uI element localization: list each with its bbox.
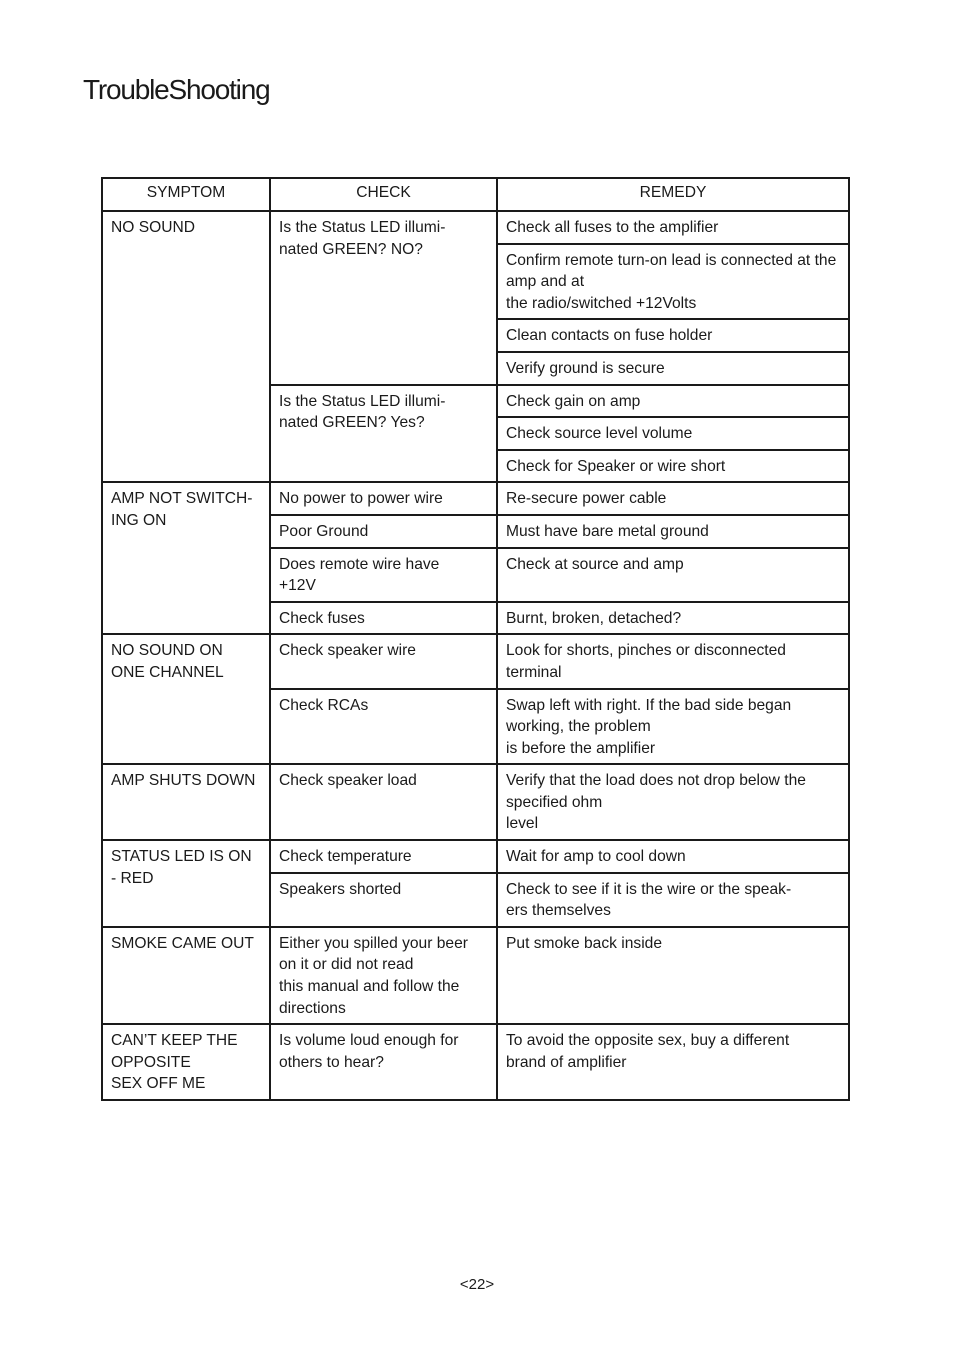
symptom-cell: AMP NOT SWITCH- ING ON — [102, 482, 270, 634]
header-row — [102, 178, 849, 211]
symptom-cell: CAN’T KEEP THE OPPOSITE SEX OFF ME — [102, 1024, 270, 1100]
check-cell: Check speaker wire — [270, 634, 497, 688]
remedy-cell: Check all fuses to the amplifier — [497, 211, 849, 244]
troubleshooting-table — [101, 177, 850, 1101]
remedy-cell: Verify that the load does not drop below the specified ohm level — [497, 764, 849, 840]
check-cell: No power to power wire — [270, 482, 497, 515]
table-row — [102, 634, 849, 688]
symptom-cell: AMP SHUTS DOWN — [102, 764, 270, 840]
header-symptom: SYMPTOM — [102, 178, 270, 211]
remedy-cell: Confirm remote turn-on lead is connected at the amp and at the radio/switched +12Volts — [497, 244, 849, 320]
remedy-cell: Put smoke back inside — [497, 927, 849, 1024]
remedy-cell: Look for shorts, pinches or disconnected terminal — [497, 634, 849, 688]
remedy-cell: Check source level volume — [497, 417, 849, 450]
table-row — [102, 482, 849, 515]
remedy-cell: To avoid the opposite sex, buy a different brand of amplifier — [497, 1024, 849, 1100]
table-header — [102, 178, 849, 211]
remedy-cell: Swap left with right. If the bad side began working, the problem is before the amplifier — [497, 689, 849, 765]
table-row — [102, 764, 849, 840]
remedy-cell: Check at source and amp — [497, 548, 849, 602]
remedy-cell: Must have bare metal ground — [497, 515, 849, 548]
table-body — [102, 211, 849, 1100]
check-cell: Check speaker load — [270, 764, 497, 840]
remedy-cell: Check for Speaker or wire short — [497, 450, 849, 483]
check-cell: Check fuses — [270, 602, 497, 635]
header-remedy: REMEDY — [497, 178, 849, 211]
symptom-cell: NO SOUND ON ONE CHANNEL — [102, 634, 270, 764]
table-row — [102, 927, 849, 1024]
remedy-cell: Clean contacts on fuse holder — [497, 319, 849, 352]
page-number: <22> — [459, 1276, 495, 1293]
header-check: CHECK — [270, 178, 497, 211]
symptom-cell: NO SOUND — [102, 211, 270, 482]
table-row — [102, 211, 849, 244]
check-cell: Speakers shorted — [270, 873, 497, 927]
symptom-cell: STATUS LED IS ON - RED — [102, 840, 270, 927]
remedy-cell: Check gain on amp — [497, 385, 849, 418]
symptom-cell: SMOKE CAME OUT — [102, 927, 270, 1024]
table-row — [102, 840, 849, 873]
remedy-cell: Check to see if it is the wire or the speak- ers themselves — [497, 873, 849, 927]
check-cell: Poor Ground — [270, 515, 497, 548]
remedy-cell: Re-secure power cable — [497, 482, 849, 515]
remedy-cell: Burnt, broken, detached? — [497, 602, 849, 635]
check-cell: Is the Status LED illumi- nated GREEN? Yes? — [270, 385, 497, 483]
check-cell: Check temperature — [270, 840, 497, 873]
page-title: TroubleShooting — [83, 74, 270, 105]
check-cell: Either you spilled your beer on it or did not read this manual and follow the directions — [270, 927, 497, 1024]
remedy-cell: Wait for amp to cool down — [497, 840, 849, 873]
table-row — [102, 1024, 849, 1100]
check-cell: Is volume loud enough for others to hear? — [270, 1024, 497, 1100]
remedy-cell: Verify ground is secure — [497, 352, 849, 385]
check-cell: Does remote wire have +12V — [270, 548, 497, 602]
check-cell: Is the Status LED illumi- nated GREEN? NO? — [270, 211, 497, 385]
check-cell: Check RCAs — [270, 689, 497, 765]
